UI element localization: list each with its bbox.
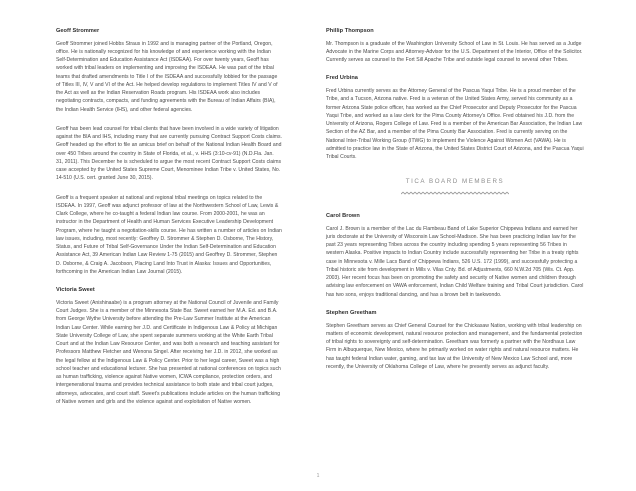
bio-paragraph: Geoff Strommer joined Hobbs Straus in 1992 and is managing partner of the Portland, Oregon, office. He is nationally recognized for his knowledge of and experience working with the Indian Self-Determination and Education Assistance Act (ISDEAA). For over twenty years, Geoff has worked with tribal leaders on implementing and improving the ISDEAA. He was part of the tribal teams that drafted amendments to Title I of the ISDEAA and successfully lobbied for the passage of Titles III, IV, V and VI of the Act. He helped develop regulations to implement Titles IV and V of the Act as well as the Indian Reservation Roads program. His ISDEAA work also includes negotiating contracts, compacts, and funding agreements with the Bureau of Indian Affairs (BIA), the Indian Health Service (IHS), and other federal agencies.: [56, 40, 278, 113]
bio-paragraph: Stephen Greetham serves as Chief General Counsel for the Chickasaw Nation, working with tribal leadership on matters of economic development, natural resource protection and management, and the fundamental protection of tribal rights to sovereignty and self-determination. Greetham was formerly a partner with the Nordhaus Law Firm in Albuquerque, New Mexico, where he primarily worked on water rights and natural resource matters. He has taught federal Indian water, gaming, and tax law at the University of New Mexico Law School and, more recently, the University of Oklahoma College of Law, where he presently serves as adjunct faculty.: [326, 322, 583, 370]
right-column: [318, 0, 636, 465]
bio-name: Fred Urbina: [326, 75, 358, 82]
bio-carol-brown: [326, 213, 584, 299]
bio-paragraph: Geoff is a frequent speaker at national and regional tribal meetings on topics related to the ISDEAA. In 1997, Geoff was adjunct professor of law at the Northwestern School of Law, Lewis & Clark College, where he co-taught a federal Indian law course. From 2000-2001, he was an instructor in the Department of Health and Human Services Executive Leadership Development Program, where he taught a negotiation-skills course. He has written a number of articles on Indian law issues, including, most recently: Geoffrey D. Strommer & Stephen D. Osborne, The History, Status, and Future of Tribal Self-Governance Under the Indian Self-Determination and Education Assistance Act, 39 American Indian Law Review 1-75 (2015) and Geoffrey D. Strommer, Stephen D. Osborne, & Craig A. Jacobson, Placing Land Into Trust in Alaska: Issues and Opportunities, forthcoming in the American Indian Law Journal (2015).: [56, 194, 282, 275]
bio-paragraph: Victoria Sweet (Anishinaabe) is a program attorney at the National Council of Juvenile and Family Court Judges. She is a member of the Minnesota State Bar. Sweet earned her M.A. Ed. and B.A. from George Wythe University before attending the Pre-Law Summer Institute at the American Indian Law Center. While earning her J.D. and Certificate in Indigenous Law & Policy at Michigan State University College of Law, she spent separate summers working at the White Earth Tribal Court and at the Indian Law Resource Center, and was both a research and teaching assistant for Professors Matthew Fletcher and Wenona Singel. After receiving her J.D. in 2012, she worked as the legal fellow at the Indigenous Law & Policy Center. Prior to her legal career, Sweet was a high school teacher and educational lecturer. She has presented at national conferences on topics such as human trafficking, violence against Native women, ICWA compliance, protection orders, and intergenerational trauma and provides technical assistance to both state and tribal court judges, attorneys, advocates, and court staff. Sweet's publications include articles on the human trafficking of Native women and girls and the violence against and exploitation of Native women.: [56, 299, 281, 405]
bio-victoria-sweet: [56, 287, 282, 406]
page-number: 1: [316, 473, 320, 479]
bio-phillip-thompson: [326, 28, 584, 64]
bio-name: Phillip Thompson: [326, 28, 374, 34]
bio-name: Victoria Sweet: [56, 287, 95, 294]
bio-geoff-strommer-para2: [56, 125, 282, 183]
wavy-divider-icon: [401, 190, 509, 197]
bio-name: Carol Brown: [326, 212, 360, 219]
bio-name: Stephen Greetham: [326, 309, 377, 316]
bio-geoff-strommer: [56, 28, 282, 114]
bio-paragraph: Fred Urbina currently serves as the Attorney General of the Pascua Yaqui Tribe. He is a proud member of the Tribe, and a Tucson, Arizona native. Fred is a veteran of the United States Army, served his community as a former Arizona State police officer, has worked as the Chief Prosecutor and Deputy Prosecutor for the Pascua Yaqui Tribe, and worked as a law clerk for the Pima County Attorney's Office. Fred obtained his J.D. from the University of Arizona, Rogers College of Law. Fred is a member of the American Bar Association, the Indian Law Section of the AZ Bar, and a member of the Pima County Bar Association. Fred is currently serving on the National Inter-Tribal Working Group (ITWG) to implement the Violence Against Women Act (VAWA). He is admitted to practice law in the State of Arizona, the United States District Court of Arizona, and the Pascua Yaqui Tribal Courts.: [326, 88, 584, 161]
bio-name: Geoff Strommer: [56, 28, 100, 34]
bio-fred-urbina: [326, 75, 584, 161]
bio-paragraph: Geoff has been lead counsel for tribal clients that have been involved in a wide variety of litigation against the BIA and IHS, including many that are currently pursuing Contract Support Costs claims. Geoff headed up the effort to file an amicus brief on behalf of the National Indian Health Board and over 450 Tribes around the country in State of Florida, et al., v. HHS (3:10-cv-91) (N.D.Fla. Jan. 31, 2011). This December he is scheduled to argue the most recent Contract Support Costs claims case accepted by the United States Supreme Court, Menominee Indian Tribe v. United States, No. 14-510 (U.S. cert. granted June 30, 2015).: [56, 125, 282, 182]
left-column: [0, 0, 318, 465]
bio-paragraph: Mr. Thompson is a graduate of the Washington University School of Law in St. Louis. He has served as a Judge Advocate in the Marine Corps and Attorney-Advisor for the U.S. Department of the Interior, Office of the Solicitor. Currently serves as counsel to the Fort Sill Apache Tribe and outside legal counsel to several other Tribes.: [326, 40, 583, 64]
bio-geoff-strommer-para3: [56, 194, 282, 277]
bio-paragraph: Carol J. Brown is a member of the Lac du Flambeau Band of Lake Superior Chippewa Indians and earned her juris doctorate at the University of Wisconsin Law School-Madison. She has been practicing Indian law for the past 23 years representing Tribes across the country including spending 5 years representing 56 Tribes in western Alaska. Positive impacts to Indian Country include successfully representing her Tribe in a treaty rights case in Minnesota v. Mille Lacs Band of Chippewa Indians, 526 U.S. 172 (1999), and successfully protecting a Tribal historic site from development in Mills v. Vilas Cnty. Bd. of Adjustments, 660 N.W.2d 705 (Wis. Ct. App. 2003). Her recent focus has been on promoting the safety and security of Native women and children through advising law enforcement on VAWA enforcement, Indian Child Welfare training and Tribal Court jurisdiction. Carol has two sons, enjoys traditional dancing, and has a brown belt in taekwondo.: [326, 225, 584, 298]
section-heading-tica-board-members: [326, 178, 584, 196]
bio-stephen-greetham: [326, 310, 584, 371]
section-heading-title: TICA BOARD MEMBERS: [405, 178, 505, 186]
